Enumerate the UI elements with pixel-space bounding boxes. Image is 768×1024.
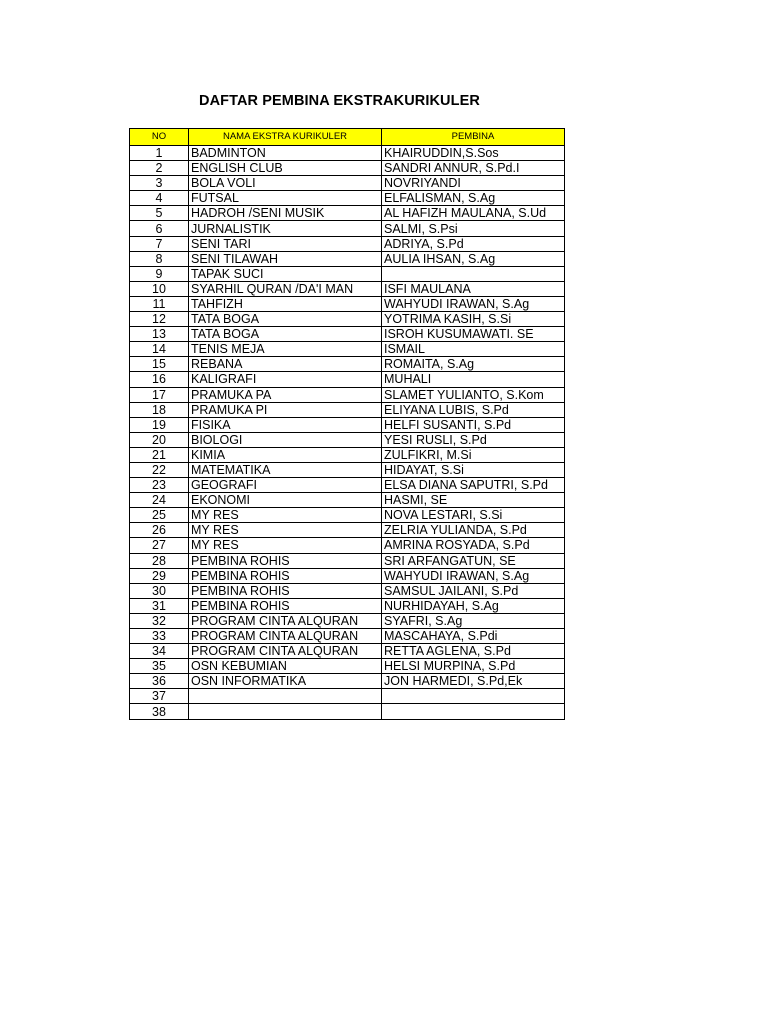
table-row [130, 583, 565, 598]
row-number-cell: 17 [130, 387, 189, 402]
pembina-name-cell: ELFALISMAN, S.Ag [382, 191, 565, 206]
table-row [130, 312, 565, 327]
pembina-name-cell: YOTRIMA KASIH, S.Si [382, 312, 565, 327]
pembina-name-cell: HIDAYAT, S.Si [382, 462, 565, 477]
pembina-name-cell: ZELRIA YULIANDA, S.Pd [382, 523, 565, 538]
table-row [130, 704, 565, 719]
row-number-cell: 12 [130, 312, 189, 327]
row-number-cell: 3 [130, 176, 189, 191]
pembina-name-cell [382, 689, 565, 704]
table-row [130, 689, 565, 704]
pembina-name-cell: YESI RUSLI, S.Pd [382, 432, 565, 447]
pembina-name-cell: AULIA IHSAN, S.Ag [382, 251, 565, 266]
pembina-name-cell [382, 266, 565, 281]
pembina-name-cell: KHAIRUDDIN,S.Sos [382, 146, 565, 161]
pembina-name-cell: WAHYUDI IRAWAN, S.Ag [382, 296, 565, 311]
pembina-name-cell: MUHALI [382, 372, 565, 387]
row-number-cell: 30 [130, 583, 189, 598]
extracurricular-name-cell: SENI TILAWAH [189, 251, 382, 266]
table-row [130, 493, 565, 508]
pembina-name-cell: SALMI, S.Psi [382, 221, 565, 236]
table-row [130, 644, 565, 659]
row-number-cell: 4 [130, 191, 189, 206]
table-row [130, 674, 565, 689]
table-row [130, 568, 565, 583]
pembina-name-cell: RETTA AGLENA, S.Pd [382, 644, 565, 659]
table-row [130, 342, 565, 357]
pembina-name-cell: HELFI SUSANTI, S.Pd [382, 417, 565, 432]
table-row [130, 432, 565, 447]
table-row [130, 281, 565, 296]
extracurricular-name-cell: SYARHIL QURAN /DA'I MAN [189, 281, 382, 296]
table-row [130, 417, 565, 432]
pembina-name-cell: SAMSUL JAILANI, S.Pd [382, 583, 565, 598]
extracurricular-name-cell: TAHFIZH [189, 296, 382, 311]
table-row [130, 613, 565, 628]
extracurricular-name-cell: PRAMUKA PI [189, 402, 382, 417]
pembina-name-cell: HELSI MURPINA, S.Pd [382, 659, 565, 674]
extracurricular-name-cell: HADROH /SENI MUSIK [189, 206, 382, 221]
pembina-name-cell: AMRINA ROSYADA, S.Pd [382, 538, 565, 553]
extracurricular-name-cell: TAPAK SUCI [189, 266, 382, 281]
row-number-cell: 36 [130, 674, 189, 689]
row-number-cell: 26 [130, 523, 189, 538]
extracurricular-name-cell: PEMBINA ROHIS [189, 598, 382, 613]
row-number-cell: 5 [130, 206, 189, 221]
table-row [130, 191, 565, 206]
table-row [130, 508, 565, 523]
pembina-name-cell: ISFI MAULANA [382, 281, 565, 296]
row-number-cell: 29 [130, 568, 189, 583]
row-number-cell: 23 [130, 478, 189, 493]
table-row [130, 236, 565, 251]
row-number-cell: 1 [130, 146, 189, 161]
row-number-cell: 15 [130, 357, 189, 372]
pembina-name-cell: ISROH KUSUMAWATI. SE [382, 327, 565, 342]
pembina-name-cell: SYAFRI, S.Ag [382, 613, 565, 628]
row-number-cell: 2 [130, 161, 189, 176]
row-number-cell: 11 [130, 296, 189, 311]
extracurricular-name-cell: EKONOMI [189, 493, 382, 508]
table-row [130, 327, 565, 342]
pembina-name-cell: SANDRI ANNUR, S.Pd.I [382, 161, 565, 176]
table-row [130, 266, 565, 281]
row-number-cell: 8 [130, 251, 189, 266]
extracurricular-name-cell: SENI TARI [189, 236, 382, 251]
extracurricular-name-cell: TENIS MEJA [189, 342, 382, 357]
extracurricular-name-cell: BADMINTON [189, 146, 382, 161]
row-number-cell: 7 [130, 236, 189, 251]
table-row [130, 221, 565, 236]
extracurricular-name-cell: BIOLOGI [189, 432, 382, 447]
table-row [130, 206, 565, 221]
extracurricular-name-cell [189, 704, 382, 719]
table-header-row [130, 129, 565, 146]
row-number-cell: 19 [130, 417, 189, 432]
row-number-cell: 13 [130, 327, 189, 342]
extracurricular-name-cell: PROGRAM CINTA ALQURAN [189, 629, 382, 644]
row-number-cell: 35 [130, 659, 189, 674]
pembina-name-cell [382, 704, 565, 719]
table-row [130, 296, 565, 311]
extracurricular-name-cell: PEMBINA ROHIS [189, 583, 382, 598]
extracurricular-name-cell: OSN INFORMATIKA [189, 674, 382, 689]
table-row [130, 478, 565, 493]
row-number-cell: 24 [130, 493, 189, 508]
extracurricular-name-cell: KALIGRAFI [189, 372, 382, 387]
extracurricular-name-cell: JURNALISTIK [189, 221, 382, 236]
extracurricular-name-cell: PEMBINA ROHIS [189, 553, 382, 568]
table-row [130, 659, 565, 674]
extracurricular-name-cell: GEOGRAFI [189, 478, 382, 493]
extracurricular-name-cell: MATEMATIKA [189, 462, 382, 477]
extracurricular-name-cell: TATA BOGA [189, 327, 382, 342]
row-number-cell: 31 [130, 598, 189, 613]
row-number-cell: 21 [130, 447, 189, 462]
extracurricular-name-cell: MY RES [189, 538, 382, 553]
table-row [130, 629, 565, 644]
row-number-cell: 6 [130, 221, 189, 236]
table-row [130, 538, 565, 553]
pembina-name-cell: AL HAFIZH MAULANA, S.Ud [382, 206, 565, 221]
pembina-name-cell: SRI ARFANGATUN, SE [382, 553, 565, 568]
pembina-name-cell: ZULFIKRI, M.Si [382, 447, 565, 462]
row-number-cell: 38 [130, 704, 189, 719]
table-row [130, 176, 565, 191]
table-body [130, 146, 565, 720]
pembina-name-cell: ELSA DIANA SAPUTRI, S.Pd [382, 478, 565, 493]
extracurricular-name-cell: ENGLISH CLUB [189, 161, 382, 176]
row-number-cell: 25 [130, 508, 189, 523]
pembina-name-cell: ADRIYA, S.Pd [382, 236, 565, 251]
pembina-name-cell: NOVRIYANDI [382, 176, 565, 191]
extracurricular-name-cell: PRAMUKA PA [189, 387, 382, 402]
extracurricular-name-cell: OSN KEBUMIAN [189, 659, 382, 674]
row-number-cell: 16 [130, 372, 189, 387]
ekstrakurikuler-table [129, 128, 565, 720]
row-number-cell: 9 [130, 266, 189, 281]
table-row [130, 387, 565, 402]
table-row [130, 553, 565, 568]
extracurricular-name-cell: PEMBINA ROHIS [189, 568, 382, 583]
row-number-cell: 10 [130, 281, 189, 296]
table-row [130, 598, 565, 613]
extracurricular-name-cell: PROGRAM CINTA ALQURAN [189, 613, 382, 628]
extracurricular-name-cell: PROGRAM CINTA ALQURAN [189, 644, 382, 659]
row-number-cell: 18 [130, 402, 189, 417]
row-number-cell: 32 [130, 613, 189, 628]
pembina-name-cell: MASCAHAYA, S.Pdi [382, 629, 565, 644]
row-number-cell: 34 [130, 644, 189, 659]
table-row [130, 402, 565, 417]
pembina-name-cell: HASMI, SE [382, 493, 565, 508]
pembina-name-cell: JON HARMEDI, S.Pd,Ek [382, 674, 565, 689]
page-title: DAFTAR PEMBINA EKSTRAKURIKULER [199, 93, 480, 109]
table-row [130, 447, 565, 462]
extracurricular-name-cell: MY RES [189, 523, 382, 538]
pembina-name-cell: WAHYUDI IRAWAN, S.Ag [382, 568, 565, 583]
row-number-cell: 37 [130, 689, 189, 704]
table-row [130, 372, 565, 387]
column-header-name: NAMA EKSTRA KURIKULER [189, 129, 382, 146]
row-number-cell: 14 [130, 342, 189, 357]
pembina-name-cell: ROMAITA, S.Ag [382, 357, 565, 372]
pembina-name-cell: ELIYANA LUBIS, S.Pd [382, 402, 565, 417]
extracurricular-name-cell [189, 689, 382, 704]
extracurricular-name-cell: FUTSAL [189, 191, 382, 206]
table-row [130, 523, 565, 538]
column-header-pembina: PEMBINA [382, 129, 565, 146]
row-number-cell: 27 [130, 538, 189, 553]
table-row [130, 161, 565, 176]
extracurricular-name-cell: KIMIA [189, 447, 382, 462]
table-row [130, 462, 565, 477]
table-row [130, 251, 565, 266]
pembina-name-cell: ISMAIL [382, 342, 565, 357]
pembina-name-cell: NURHIDAYAH, S.Ag [382, 598, 565, 613]
pembina-name-cell: SLAMET YULIANTO, S.Kom [382, 387, 565, 402]
extracurricular-name-cell: BOLA VOLI [189, 176, 382, 191]
table-row [130, 357, 565, 372]
row-number-cell: 20 [130, 432, 189, 447]
row-number-cell: 28 [130, 553, 189, 568]
extracurricular-name-cell: REBANA [189, 357, 382, 372]
row-number-cell: 22 [130, 462, 189, 477]
pembina-name-cell: NOVA LESTARI, S.Si [382, 508, 565, 523]
extracurricular-name-cell: TATA BOGA [189, 312, 382, 327]
extracurricular-name-cell: MY RES [189, 508, 382, 523]
extracurricular-name-cell: FISIKA [189, 417, 382, 432]
table-row [130, 146, 565, 161]
column-header-no: NO [130, 129, 189, 146]
row-number-cell: 33 [130, 629, 189, 644]
